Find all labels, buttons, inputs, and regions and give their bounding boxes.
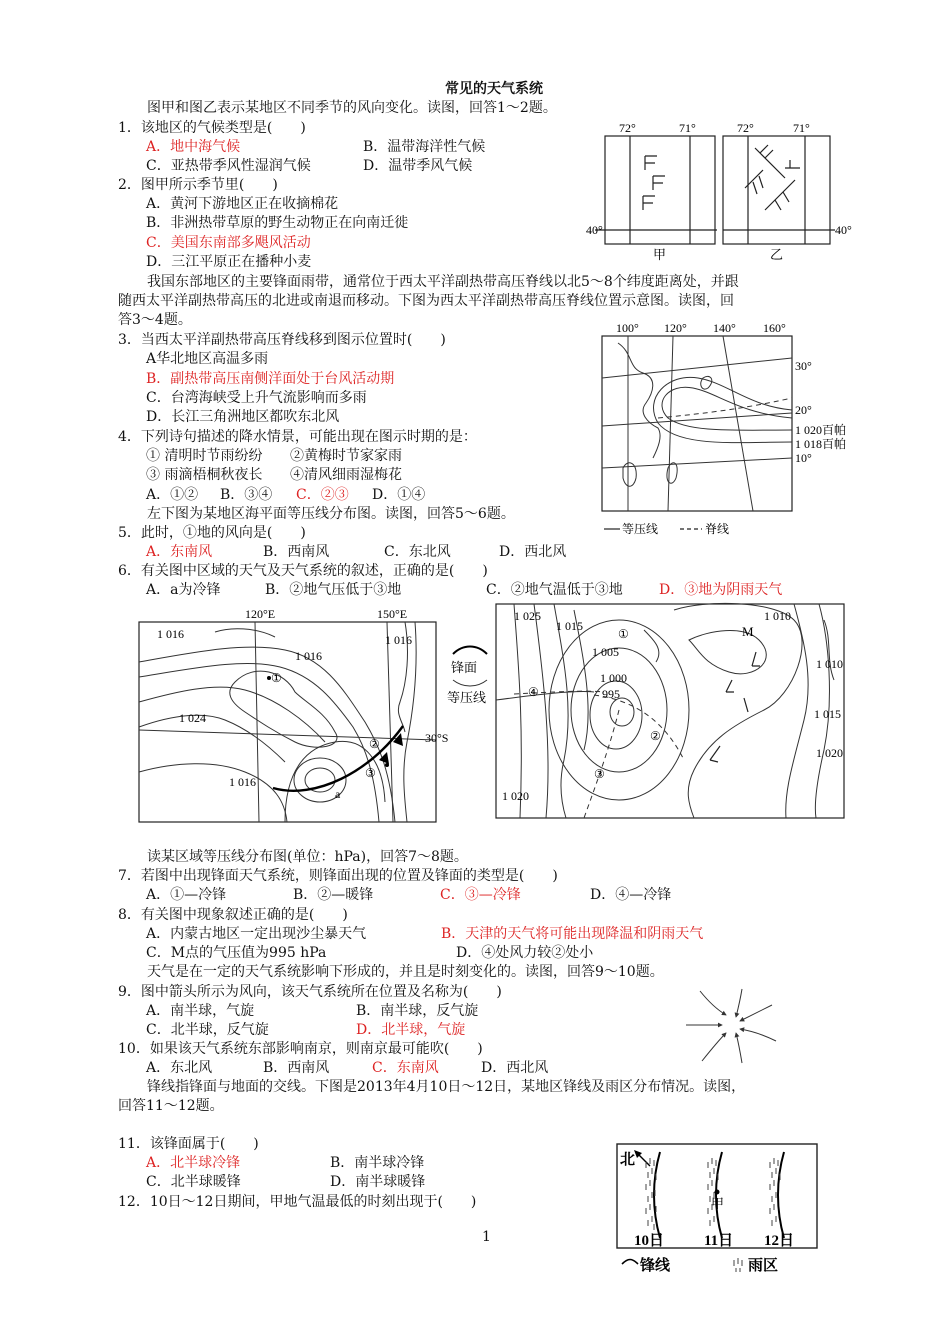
q11-option-b: B．南半球冷锋 [330, 1155, 425, 1171]
q8-option-d: D．④处风力较②处小 [456, 945, 594, 961]
q8-stem: 8．有关图中现象叙述正确的是( ) [118, 907, 348, 923]
fig4-isobar-1020-a: 1 020 [502, 789, 529, 803]
fig2-lat-20: 20° [795, 403, 812, 417]
q2-option-b: B．非洲热带草原的野生动物正在向南迁徙 [146, 215, 409, 231]
page-title: 常见的天气系统 [445, 81, 543, 97]
panel-jia-frame [605, 136, 715, 244]
q10-option-d: D．西北风 [481, 1060, 549, 1076]
intro-2-line-2: 随西太平洋副热带高压的北进或南退而移动。下图为西太平洋副热带高压脊线位置示意图。读图，回 [118, 293, 734, 309]
fig1-lon-72-left: 72° [619, 121, 636, 135]
fig4-isobar-995: 995 [602, 687, 620, 701]
q3-stem: 3．当西太平洋副热带高压脊线移到图示位置时( ) [118, 332, 446, 348]
q7-option-b: B．②—暖锋 [293, 887, 374, 903]
fig1-lon-71-right: 71° [793, 121, 810, 135]
q4-stem: 4．下列诗句描述的降水情景，可能出现在图示时期的是： [118, 429, 477, 445]
fig4-isobar-1005: 1 005 [592, 645, 619, 659]
fig6-legend-front: 锋线 [640, 1258, 671, 1274]
fig2-lat-10: 10° [795, 451, 812, 465]
fig4-point-2: ② [650, 729, 661, 743]
q10-option-a: A．东北风 [146, 1060, 213, 1076]
fig4-isobar-1000: 1 000 [600, 671, 627, 685]
intro-2-line-3: 答3～4题。 [118, 312, 192, 328]
fig1-lon-72-right: 72° [737, 121, 754, 135]
cyclone-wind-figure [682, 985, 782, 1067]
fig4-point-M: M [742, 624, 754, 639]
q8-option-c: C．M点的气压值为995 hPa [146, 945, 327, 961]
q5-option-d: D．西北风 [499, 544, 567, 560]
q5-option-a: A．东南风 [146, 544, 213, 560]
intro-3: 左下图为某地区海平面等压线分布图。读图，回答5～6题。 [147, 506, 515, 522]
q1-option-c: C．亚热带季风性湿润气候 [146, 158, 311, 174]
panel-yi-frame [723, 136, 830, 244]
fig3-point-a: a [335, 787, 341, 801]
q7-stem: 7．若图中出现锋面天气系统，则锋面出现的位置及锋面的类型是( ) [118, 868, 558, 884]
front-isobar-legend [445, 640, 495, 720]
fig3-isobar-1016-c: 1 016 [385, 633, 412, 647]
fig4-isobar-1015-a: 1 015 [556, 619, 583, 633]
fig3-isobar-1016-d: 1 016 [229, 775, 256, 789]
intro-6-line-1: 锋线指锋面与地面的交线。下图是2013年4月10日～12日，某地区锋线及雨区分布情况。读图， [147, 1079, 746, 1095]
sea-level-isobar-figure [135, 602, 465, 830]
intro-1: 图甲和图乙表示某地区不同季节的风向变化。读图，回答1～2题。 [147, 100, 557, 116]
q8-option-b: B．天津的天气将可能出现降温和阴雨天气 [441, 926, 704, 942]
fig4-point-1: ① [618, 627, 629, 641]
q5-option-b: B．西南风 [263, 544, 330, 560]
fig2-legend-isobar: 等压线 [622, 522, 659, 536]
q10-option-b: B．西南风 [263, 1060, 330, 1076]
q1-option-d: D．温带季风气候 [363, 158, 473, 174]
q4-poem-3: ③ 雨滴梧桐秋夜长 [146, 467, 263, 483]
q4-poem-2: ②黄梅时节家家雨 [290, 448, 402, 464]
wind-arrow-icon [686, 989, 776, 1063]
fig1-lon-71-left: 71° [679, 121, 696, 135]
fig4-point-3: ③ [594, 767, 605, 781]
q10-stem: 10．如果该天气系统东部影响南京，则南京最可能吹( ) [118, 1041, 483, 1057]
fig2-isobar-1020: 1 020百帕 [795, 423, 847, 437]
fig2-lon-160: 160° [763, 321, 786, 335]
q6-option-c: C．②地气温低于③地 [486, 582, 623, 598]
fig3-point-3: ③ [365, 766, 376, 780]
q4-option-a: A．①② [146, 487, 199, 503]
q2-stem: 2．图甲所示季节里( ) [118, 177, 278, 193]
q4-option-b: B．③④ [220, 487, 273, 503]
q11-option-c: C．北半球暖锋 [146, 1174, 241, 1190]
q5-stem: 5．此时，①地的风向是( ) [118, 525, 306, 541]
q9-option-b: B．南半球，反气旋 [356, 1003, 479, 1019]
fig4-isobar-1010-b: 1 010 [816, 657, 843, 671]
fig3-isobar-1024: 1 024 [179, 711, 206, 725]
wind-barb-icon [745, 145, 800, 210]
fig2-lat-30: 30° [795, 359, 812, 373]
q11-option-d: D．南半球暖锋 [330, 1174, 426, 1190]
q10-option-c: C．东南风 [372, 1060, 439, 1076]
fig4-isobar-1010-a: 1 010 [764, 609, 791, 623]
subtropical-high-ridge-figure [598, 318, 863, 548]
q3-option-b: B．副热带高压南侧洋面处于台风活动期 [146, 371, 395, 387]
intro-6-line-2: 回答11～12题。 [118, 1098, 224, 1114]
q9-option-a: A．南半球，气旋 [146, 1003, 255, 1019]
q9-option-c: C．北半球，反气旋 [146, 1022, 269, 1038]
fig3-point-1: ① [271, 671, 282, 685]
fig6-point-jia: 甲 [711, 1196, 725, 1211]
fig2-lon-100: 100° [616, 321, 639, 335]
q9-option-d: D．北半球，气旋 [356, 1022, 466, 1038]
front-rain-area-figure [612, 1140, 822, 1280]
intro-5: 天气是在一定的天气系统影响下形成的，并且是时刻变化的。读图，回答9～10题。 [147, 964, 664, 980]
fig4-isobar-1020-b: 1 020 [816, 746, 843, 760]
q9-stem: 9．图中箭头所示为风向，该天气系统所在位置及名称为( ) [118, 984, 502, 1000]
fig3-isobar-1016-a: 1 016 [157, 627, 184, 641]
fig4-point-4: ④ [528, 685, 539, 699]
q6-stem: 6．有关图中区域的天气及天气系统的叙述，正确的是( ) [118, 563, 488, 579]
q3-option-d: D．长江三角洲地区都吹东北风 [146, 409, 340, 425]
q2-option-c: C．美国东南部多飓风活动 [146, 235, 311, 251]
rain-legend-icon [734, 1258, 742, 1272]
q2-option-a: A．黄河下游地区正在收摘棉花 [146, 196, 339, 212]
q3-option-a: A华北地区高温多雨 [146, 351, 269, 367]
regional-isobar-figure [494, 600, 854, 825]
fig2-lon-140: 140° [713, 321, 736, 335]
q11-stem: 11．该锋面属于( ) [118, 1136, 259, 1152]
fig6-day-11: 11日 [704, 1233, 734, 1249]
fig6-legend-rain: 雨区 [748, 1258, 779, 1274]
q6-option-a: A．a为冷锋 [146, 582, 221, 598]
q2-option-d: D．三江平原正在播种小麦 [146, 254, 312, 270]
q6-option-b: B．②地气压低于③地 [265, 582, 402, 598]
q4-poem-1: ① 清明时节雨纷纷 [146, 448, 263, 464]
q1-option-b: B．温带海洋性气候 [363, 139, 486, 155]
q6-option-d: D．③地为阴雨天气 [659, 582, 783, 598]
fig2-isobar-1018: 1 018百帕 [795, 437, 847, 451]
fig4-isobar-1025: 1 025 [514, 609, 541, 623]
q4-poem-4: ④清风细雨湿梅花 [290, 467, 402, 483]
q1-option-a: A．地中海气候 [146, 139, 241, 155]
wind-barb-icon [710, 652, 760, 762]
fig3-lat-30S: 30°S [425, 731, 449, 745]
wind-barb-icon [643, 156, 665, 210]
q7-option-d: D．④—冷锋 [590, 887, 672, 903]
fig6-north-label: 北 [620, 1152, 636, 1168]
fig6-day-10: 10日 [634, 1233, 665, 1249]
intro-4: 读某区域等压线分布图(单位：hPa)，回答7～8题。 [147, 849, 468, 865]
fig1-lat-40-left: 40° [586, 223, 603, 237]
q3-option-c: C．台湾海峡受上升气流影响而多雨 [146, 390, 367, 406]
q5-option-c: C．东北风 [384, 544, 451, 560]
fig4-isobar-1015-b: 1 015 [814, 707, 841, 721]
q7-option-c: C．③—冷锋 [440, 887, 521, 903]
fig3-isobar-1016-b: 1 016 [295, 649, 322, 663]
fig2-lon-120: 120° [664, 321, 687, 335]
q4-option-d: D．①④ [372, 487, 426, 503]
intro-2-line-1: 我国东部地区的主要锋面雨带，通常位于西太平洋副热带高压脊线以北5～8个纬度距离处，并跟 [147, 274, 739, 290]
q1-stem: 1．该地区的气候类型是( ) [118, 120, 306, 136]
fig1-label-yi: 乙 [770, 247, 784, 262]
fig1-lat-40-right: 40° [835, 223, 852, 237]
q7-option-a: A．①—冷锋 [146, 887, 227, 903]
q8-option-a: A．内蒙古地区一定出现沙尘暴天气 [146, 926, 367, 942]
q4-option-c: C．②③ [296, 487, 349, 503]
fig3-point-2: ② [369, 737, 380, 751]
legend-front-label: 锋面 [451, 660, 478, 675]
q11-option-a: A．北半球冷锋 [146, 1155, 241, 1171]
fig2-legend-ridge: 脊线 [705, 522, 730, 536]
page-number: 1 [482, 1229, 491, 1245]
fig3-lon-150E: 150°E [377, 607, 408, 621]
q12-stem: 12．10日～12日期间，甲地气温最低的时刻出现于( ) [118, 1194, 477, 1210]
legend-isobar-label: 等压线 [447, 690, 487, 705]
wind-direction-figure [585, 118, 855, 268]
fig1-label-jia: 甲 [653, 247, 667, 262]
fig3-lon-120E: 120°E [245, 607, 276, 621]
fig6-day-12: 12日 [764, 1233, 795, 1249]
rain-area-marks [646, 1158, 780, 1230]
